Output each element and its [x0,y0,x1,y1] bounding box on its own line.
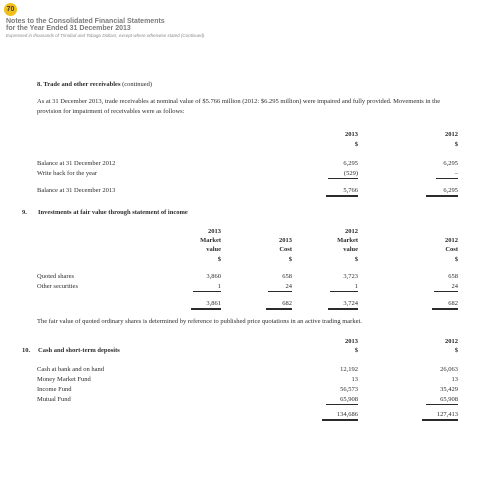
note8-unit-2013: $ [354,141,358,148]
note10-number: 10. [22,347,31,354]
note10-row-2012: 65,908 [426,396,458,405]
note9-cell: 1 [193,283,221,292]
note8-row-label: Balance at 31 December 2012 [37,160,116,167]
note10-row-label: Income Fund [37,386,72,393]
note10-row-label: Cash at bank and on hand [37,366,104,373]
note9-col-unit: $ [354,256,358,263]
note10-unit-2012: $ [454,347,458,354]
note9-col-line1: 2013 [208,228,221,235]
note9-cell: 1 [330,283,358,292]
header-title-line1: Notes to the Consolidated Financial Statements [6,18,165,25]
header-title-line2: for the Year Ended 31 December 2013 [6,25,131,32]
note8-heading: 8. Trade and other receivables [37,81,121,88]
note9-col-line1: 2012 [345,228,358,235]
note9-col-line2: 2013 [279,237,292,244]
note8-row-2013: 6,295 [343,160,358,167]
note8-total-2013: 5,766 [326,187,358,197]
note9-col-line2: Market [200,237,221,244]
note9-cell: 658 [282,273,292,280]
note9-cell: 24 [434,283,458,292]
note9-col-line3: Cost [279,246,292,253]
note8-total-label: Balance at 31 December 2013 [37,187,116,194]
note10-row-label: Money Market Fund [37,376,91,383]
note8-col-2013: 2013 [345,131,358,138]
note10-row-2012: 35,429 [440,386,458,393]
note10-row-2013: 65,908 [326,396,358,405]
note10-col-2012: 2012 [445,338,458,345]
note10-row-2012: 26,063 [440,366,458,373]
note8-paragraph: As at 31 December 2013, trade receivables at nominal value of $5.766 million (2012: $6.295 million) were impaired and fully provided. Movements in the provision for impairment of receivables were as follows: [37,98,441,115]
page-number-badge: 70 [4,3,17,16]
note9-cell: 3,723 [343,273,358,280]
note8-row-2012: 6,295 [443,160,458,167]
note8-heading-line [37,81,152,89]
note9-number: 9. [22,209,27,216]
note9-fair-value-note: The fair value of quoted ordinary shares is determined by reference to published price quotations in an active trading market. [37,318,362,325]
note10-row-2013: 13 [351,376,358,383]
note10-heading: Cash and short-term deposits [38,347,120,354]
header-subtitle: Expressed in thousands of Trinidad and Tobago Dollars, except where otherwise stated (Continued) [6,33,205,38]
note9-heading: Investments at fair value through statement of income [38,209,188,216]
note9-total: 3,724 [328,300,358,310]
note8-total-2012: 6,295 [426,187,458,197]
note9-row-label: Quoted shares [37,273,75,280]
note9-cell: 24 [268,283,292,292]
note9-col-line3: value [206,246,221,253]
note10-total-2013: 134,686 [322,411,358,421]
note9-col-line3: value [343,246,358,253]
note9-col-line3: Cost [445,246,458,253]
note10-total-2012: 127,413 [422,411,458,421]
note9-total: 682 [432,300,458,310]
note10-row-label: Mutual Fund [37,396,71,403]
note10-unit-2013: $ [354,347,358,354]
note8-unit-2012: $ [454,141,458,148]
note8-heading-suffix: (continued) [122,81,153,88]
note9-col-unit: $ [217,256,221,263]
note9-row-label: Other securities [37,283,78,290]
note8-row-2013: (529) [328,170,358,179]
note9-total: 682 [266,300,292,310]
note9-col-line2: 2012 [445,237,458,244]
note8-row-label: Write back for the year [37,170,98,177]
note10-col-2013: 2013 [345,338,358,345]
note9-total: 3,861 [191,300,221,310]
note10-row-2013: 56,573 [340,386,358,393]
note9-col-unit: $ [454,256,458,263]
note10-row-2013: 12,192 [340,366,358,373]
note8-row-2012: – [436,170,458,179]
note9-cell: 3,860 [206,273,221,280]
note9-col-unit: $ [288,256,292,263]
note10-row-2012: 13 [451,376,458,383]
note9-col-line2: Market [337,237,358,244]
note9-cell: 658 [448,273,458,280]
note8-col-2012: 2012 [445,131,458,138]
